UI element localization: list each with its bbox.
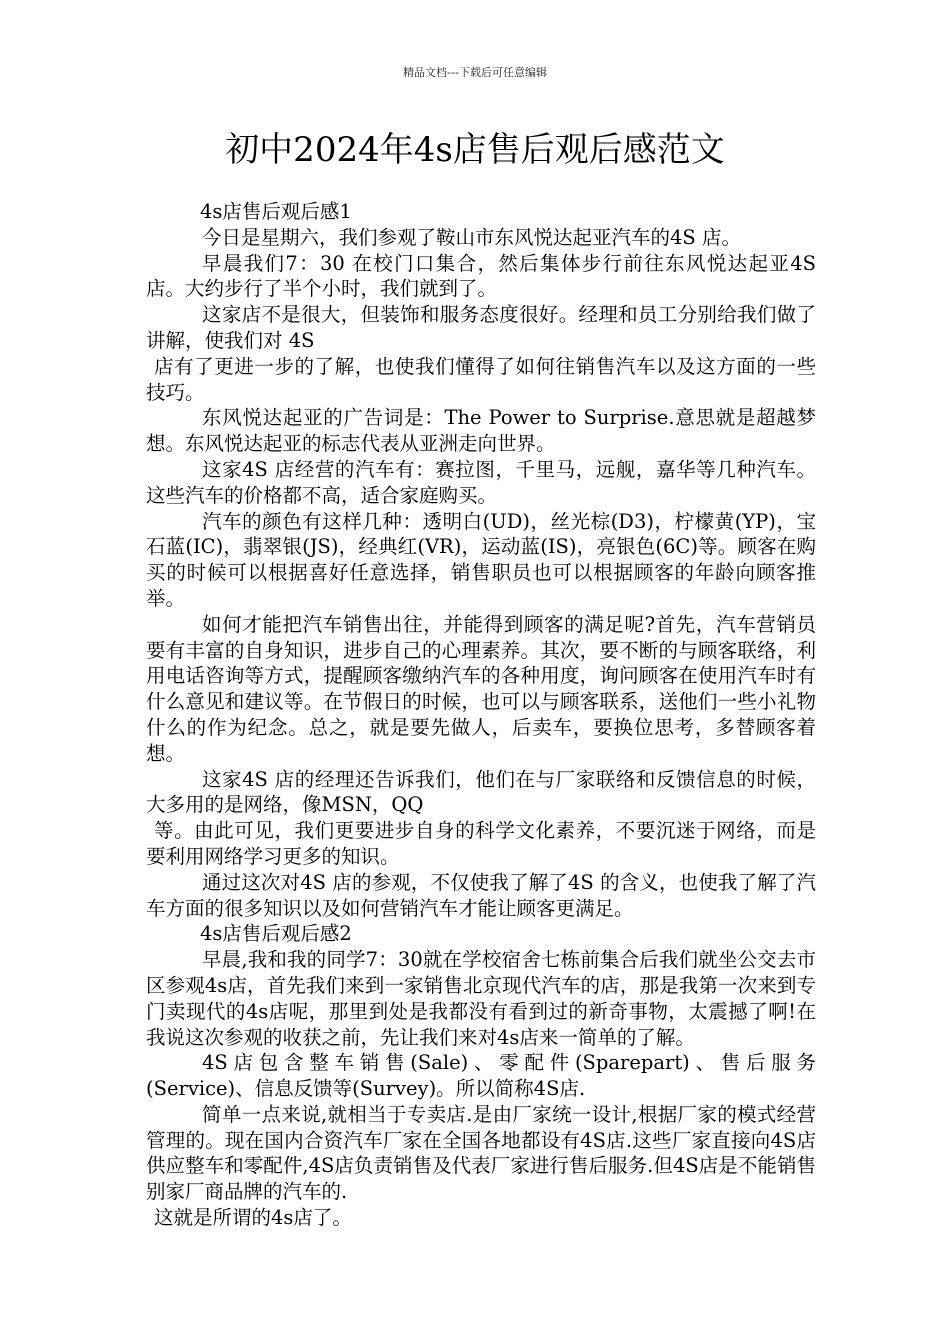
paragraph: 这家店不是很大，但装饰和服务态度很好。经理和员工分别给我们做了讲解，使我们对 4S <box>146 303 816 352</box>
paragraph: 今日是星期六，我们参观了鞍山市东风悦达起亚汽车的4S 店。 <box>202 225 741 249</box>
document-title: 初中2024年4s店售后观后感范文 <box>225 130 725 170</box>
paragraph: 等。由此可见，我们更要进步自身的科学文化素养，不要沉迷于网络，而是要利用网络学习更多的知识。 <box>146 819 816 868</box>
paragraph: 通过这次对4S 店的参观，不仅使我了解了4S 的含义，也使我了解了汽车方面的很多知识以及如何营销汽车才能让顾客更满足。 <box>146 870 816 920</box>
paragraph: 东风悦达起亚的广告词是：The Power to Surprise.意思就是超越梦想。东风悦达起亚的标志代表从亚洲走向世界。 <box>146 406 816 456</box>
paragraph: 汽车的颜色有这样几种：透明白(UD)，丝光棕(D3)，柠檬黄(YP)，宝石蓝(IC)，翡翠银(JS)，经典红(VR)，运动蓝(IS)，亮银色(6C)等。顾客在购买的时候可以根据喜好任意选择，销售职员也可以根据顾客的年龄向顾客推举。 <box>146 509 816 610</box>
paragraph: 简单一点来说,就相当于专卖店.是由厂家统一设计,根据厂家的模式经营管理的。现在国内合资汽车厂家在全国各地都设有4S店.这些厂家直接向4S店供应整车和零配件,4S店负责销售及代表厂家进行售后服务.但4S店是不能销售别家厂商品牌的汽车的. <box>146 1102 816 1204</box>
paragraph: 早晨,我和我的同学7：30就在学校宿舍七栋前集合后我们就坐公交去市区参观4s店，首先我们来到一家销售北京现代汽车的店，那是我第一次来到专门卖现代的4s店呢，那里到处是我都没有看到过的新奇事物，太震撼了啊!在我说这次参观的收获之前，先让我们来对4s店来一简单的了解。 <box>146 948 816 1049</box>
paragraph: 这家4S 店经营的汽车有：赛拉图，千里马，远舰，嘉华等几种汽车。这些汽车的价格都不高，适合家庭购买。 <box>146 457 816 507</box>
paragraph: 如何才能把汽车销售出往，并能得到顾客的满足呢?首先，汽车营销员要有丰富的自身知识，进步自己的心理素养。其次，要不断的与顾客联络，利用电话咨询等方式，提醒顾客缴纳汽车的各种用度，询问顾客在使用汽车时有什么意见和建议等。在节假日的时候，也可以与顾客联系，送他们一些小礼物什么的作为纪念。总之，就是要先做人，后卖车，要换位思考，多替顾客着想。 <box>146 612 816 765</box>
section-heading: 4s店售后观后感2 <box>200 922 352 946</box>
paragraph: 这就是所谓的4s店了。 <box>154 1206 352 1230</box>
paragraph: 早晨我们7：30 在校门口集合，然后集体步行前往东风悦达起亚4S 店。大约步行了半个小时，我们就到了。 <box>146 251 816 301</box>
paragraph: 这家4S 店的经理还告诉我们，他们在与厂家联络和反馈信息的时候，大多用的是网络，像MSN，QQ <box>146 767 816 817</box>
page-header-watermark: 精品文档---下载后可任意编辑 <box>403 66 547 79</box>
paragraph: 店有了更进一步的了解，也使我们懂得了如何往销售汽车以及这方面的一些技巧。 <box>146 354 816 404</box>
paragraph: 4S店包含整车销售(Sale)、零配件(Sparepart)、售后服务(Service)、信息反馈等(Survey)。所以简称4S店. <box>146 1051 816 1101</box>
document-body <box>146 199 816 1231</box>
section-heading: 4s店售后观后感1 <box>200 200 352 223</box>
